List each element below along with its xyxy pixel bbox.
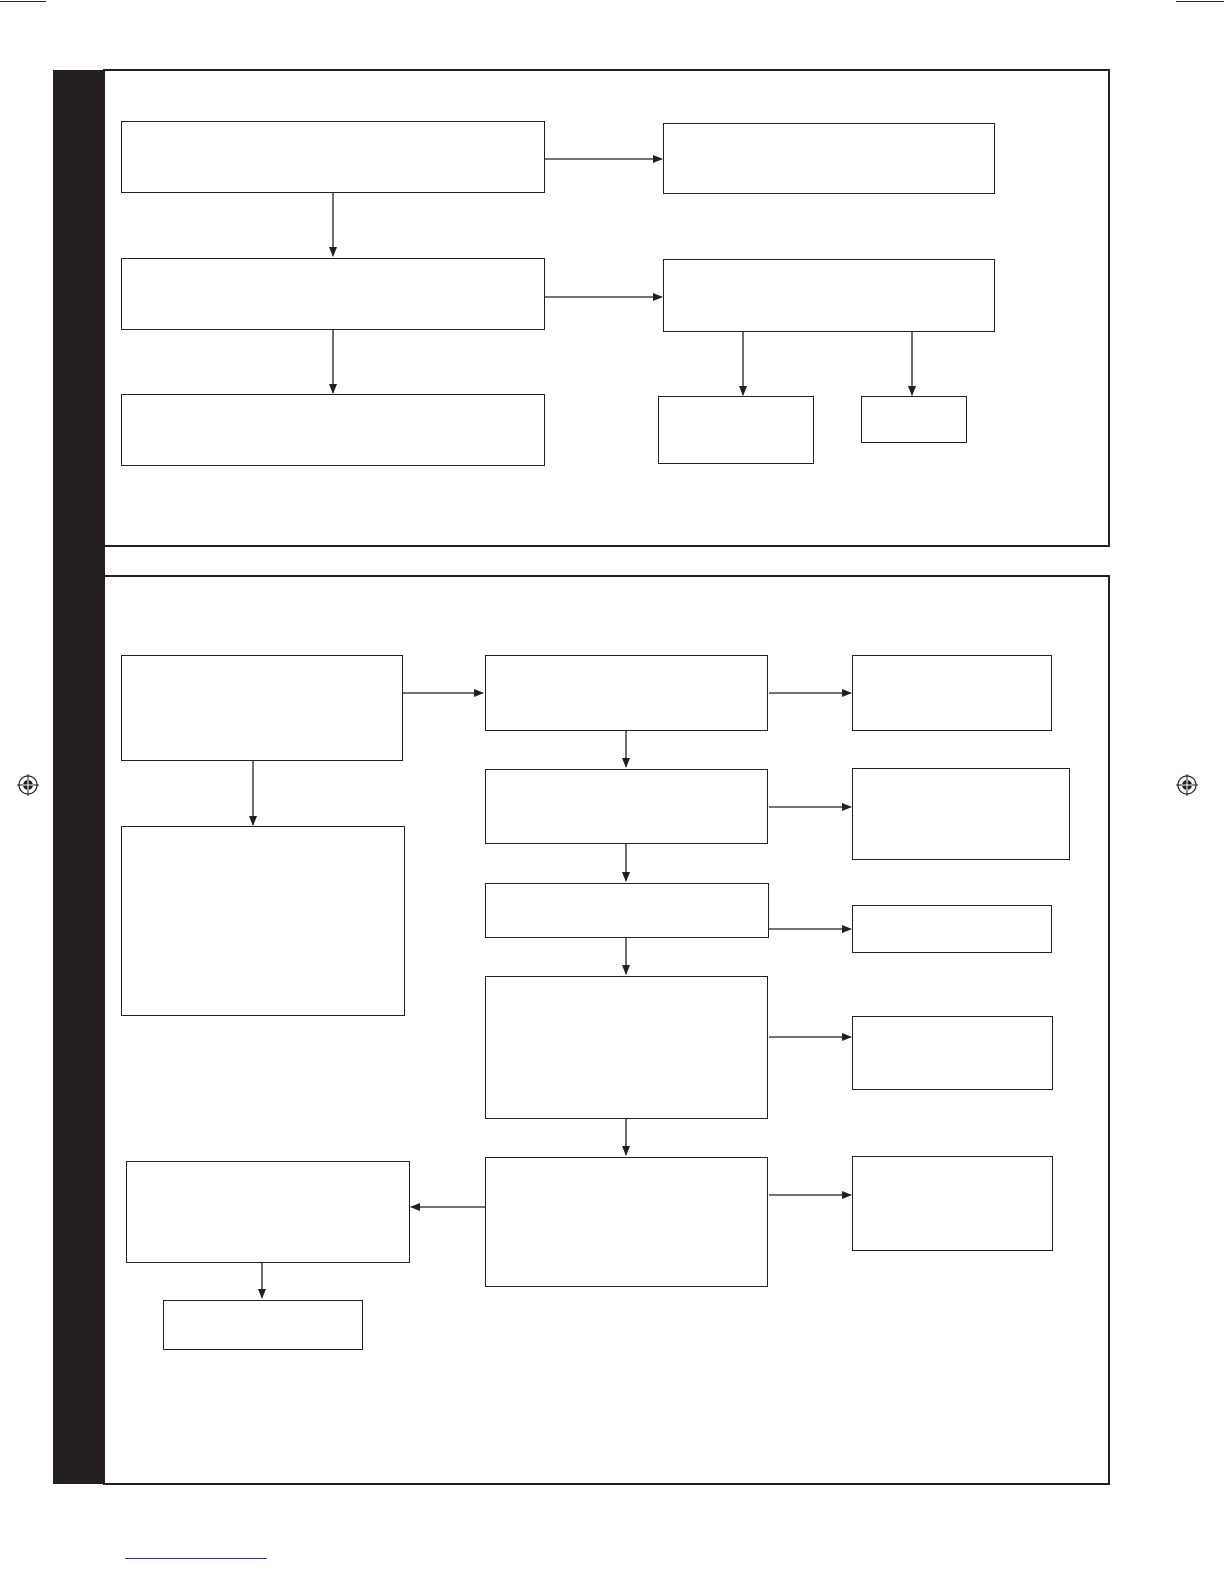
top-box-7 (861, 396, 967, 443)
top-box-3 (121, 258, 545, 330)
registration-mark-icon (17, 774, 39, 796)
bottom-box-11 (485, 1157, 768, 1287)
top-box-6 (658, 396, 814, 464)
bottom-box-4 (852, 655, 1052, 731)
bottom-box-8 (852, 905, 1052, 953)
top-box-4 (663, 259, 995, 332)
registration-mark-icon (1176, 774, 1198, 796)
bottom-box-9 (485, 976, 768, 1119)
bottom-box-5 (485, 769, 768, 844)
top-box-5 (121, 394, 545, 466)
bottom-box-10 (852, 1016, 1053, 1090)
top-box-1 (121, 121, 545, 193)
bottom-box-13 (126, 1161, 410, 1263)
bottom-box-14 (163, 1300, 363, 1350)
bottom-box-3 (121, 826, 405, 1016)
bottom-box-1 (121, 655, 403, 761)
top-box-2 (663, 123, 995, 194)
bottom-box-6 (852, 768, 1070, 860)
bottom-box-2 (485, 655, 768, 731)
bottom-box-12 (852, 1156, 1053, 1251)
footer-rule (125, 1558, 267, 1559)
bottom-box-7 (485, 883, 769, 938)
